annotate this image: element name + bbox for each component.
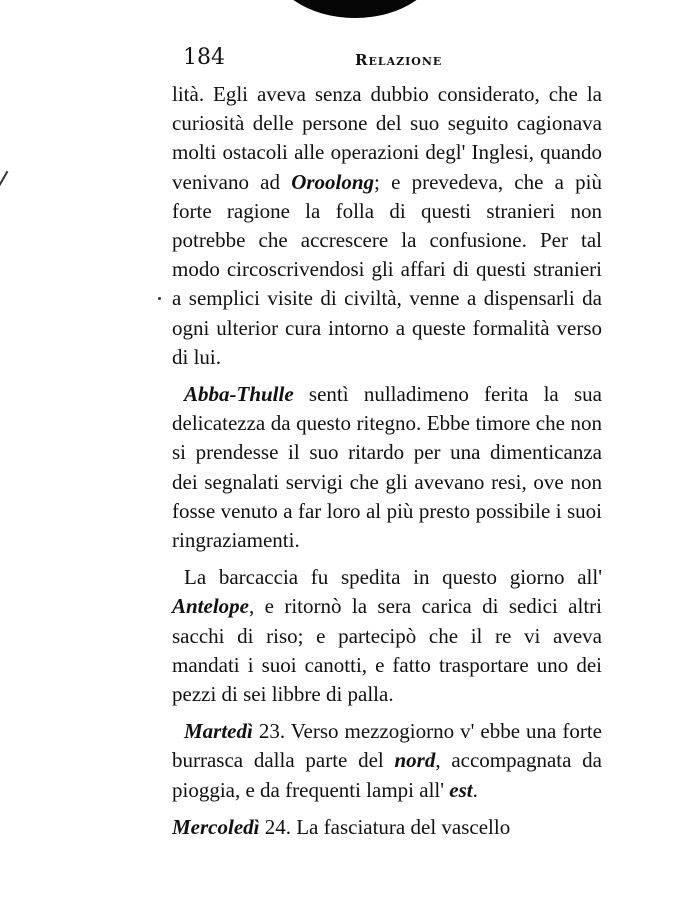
paragraph-3: [172, 563, 602, 709]
paragraph-1: [172, 80, 602, 372]
text-run: 23. Verso mezzogiorno v' ebbe una forte burrasca dalla parte del: [172, 719, 602, 773]
day-name-martedi: Martedì: [184, 719, 253, 744]
paragraph-5: [172, 813, 602, 842]
day-name-mercoledi: Mercoledì: [172, 814, 260, 839]
person-name-abba-thulle: Abba-Thulle: [184, 382, 294, 407]
paragraph-4: [172, 717, 602, 805]
text-run: lità. Egli aveva senza dubbio considerato, che la curiosità delle persone del suo seguito cagionava molti ostacoli alle operazioni degl' Inglesi, quando venivano ad: [172, 82, 602, 194]
text-run: sentì nulladimeno ferita la sua delicatezza da questo ritegno. Ebbe timore che non si prendesse il suo ritardo per una dimenticanza dei segnalati servigi che gli avevano resi, ove non fosse venuto a far loro al più presto possibile i suoi ringraziamenti.: [172, 382, 602, 553]
running-title: Relazione: [355, 51, 443, 69]
ship-name-antelope: Antelope: [172, 594, 249, 619]
direction-nord: nord: [394, 748, 436, 773]
text-run: .: [472, 777, 478, 802]
text-run: , accompagnata da pioggia, e da frequenti lampi all': [172, 748, 602, 802]
paragraph-2: [172, 380, 602, 555]
place-name-oroolong: Oroolong: [291, 169, 375, 194]
direction-est: est: [449, 777, 473, 802]
text-run: ; e prevedeva, che a più forte ragione la folla di questi stranieri non potrebbe che accrescere la confusione. Per tal modo circoscrivendosi gli affari di questi stranieri a semplici visite di civiltà, venne a dispensarli da ogni ulterior cura intorno a queste formalità verso di lui.: [172, 169, 602, 369]
text-run: 24. La fasciatura del vascello: [259, 814, 511, 839]
text-run: La barcaccia fu spedita in questo giorno all': [184, 565, 602, 590]
body-text: [172, 80, 602, 850]
running-head: [0, 45, 677, 75]
text-run: , e ritornò la sera carica di sedici altri sacchi di riso; e partecipò che il re vi aveva mandati i suoi canotti, e fatto trasportare uno dei pezzi di sei libbre di palla.: [172, 594, 602, 707]
page-number: 184: [183, 45, 225, 70]
